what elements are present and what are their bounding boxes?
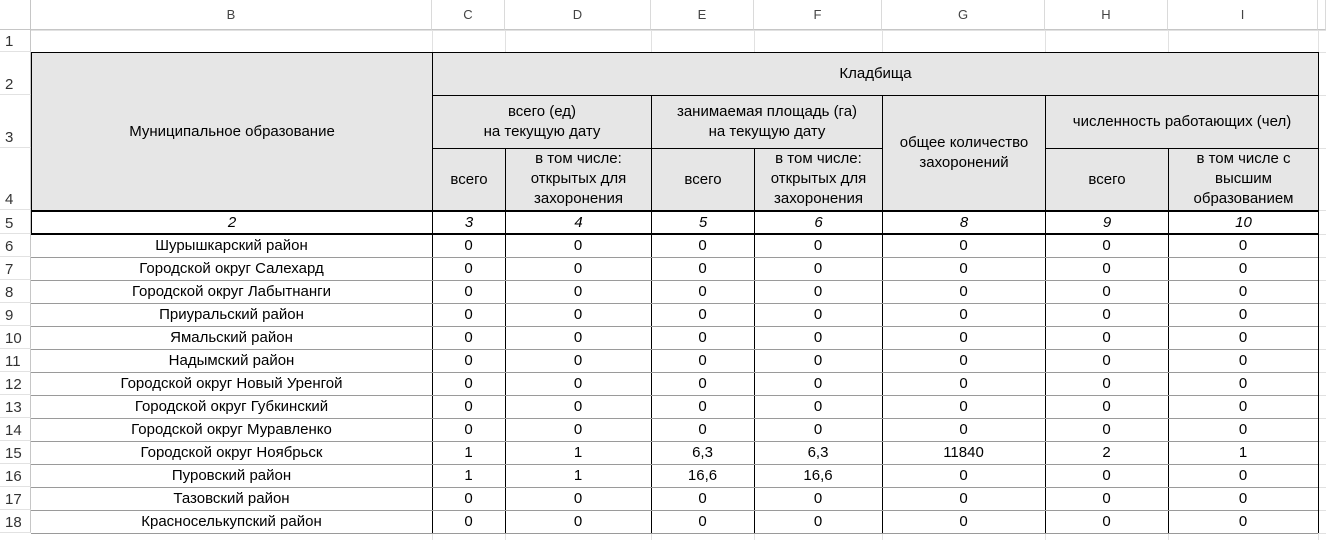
value-cell[interactable]: 0: [1102, 352, 1111, 369]
row-header-14[interactable]: 14: [0, 418, 31, 441]
value-cell[interactable]: 0: [573, 329, 583, 346]
value-cell[interactable]: 0: [959, 260, 968, 277]
value-cell[interactable]: 0: [813, 375, 823, 392]
value-cell[interactable]: 0: [573, 398, 583, 415]
value-cell[interactable]: 0: [698, 352, 707, 369]
table-column-border: [1318, 234, 1319, 533]
value-cell[interactable]: 0: [464, 237, 473, 254]
value-cell[interactable]: 0: [1238, 306, 1248, 323]
value-cell[interactable]: 0: [573, 490, 583, 507]
row-header-1[interactable]: 1: [0, 30, 31, 52]
row-header-3[interactable]: 3: [0, 95, 31, 148]
value-cell[interactable]: 0: [573, 260, 583, 277]
value-cell[interactable]: 0: [1102, 329, 1111, 346]
select-all-corner[interactable]: [0, 0, 31, 30]
value-cell[interactable]: 0: [813, 513, 823, 530]
row-header-9[interactable]: 9: [0, 303, 31, 326]
value-cell[interactable]: 0: [464, 260, 473, 277]
value-cell[interactable]: 0: [813, 306, 823, 323]
value-cell[interactable]: 1: [464, 444, 473, 461]
municipality-name-cell[interactable]: Приуральский район: [159, 306, 304, 323]
value-cell[interactable]: 0: [573, 513, 583, 530]
value-cell[interactable]: 6,3: [807, 444, 829, 461]
municipality-name-cell[interactable]: Красноселькупский район: [141, 513, 322, 530]
row-header-5[interactable]: 5: [0, 210, 31, 234]
value-cell[interactable]: 0: [813, 260, 823, 277]
value-cell[interactable]: 0: [573, 375, 583, 392]
column-header-d[interactable]: D: [505, 0, 651, 30]
value-cell[interactable]: 0: [1238, 490, 1248, 507]
value-cell[interactable]: 0: [464, 306, 473, 323]
value-cell[interactable]: 11840: [943, 444, 984, 461]
value-cell[interactable]: 0: [464, 398, 473, 415]
value-cell[interactable]: 0: [573, 306, 583, 323]
value-cell[interactable]: 0: [1102, 237, 1111, 254]
header-sub-total-1[interactable]: всего: [432, 148, 506, 211]
value-cell[interactable]: 0: [1238, 513, 1248, 530]
municipality-name-cell[interactable]: Городской округ Губкинский: [134, 398, 329, 415]
value-cell[interactable]: 0: [959, 283, 968, 300]
municipality-name-cell[interactable]: Тазовский район: [173, 490, 290, 507]
value-cell[interactable]: 0: [464, 283, 473, 300]
value-cell[interactable]: 0: [959, 513, 968, 530]
row-header-7[interactable]: 7: [0, 257, 31, 280]
value-cell[interactable]: 0: [698, 260, 707, 277]
column-number-cell[interactable]: 9: [1045, 210, 1169, 235]
value-cell[interactable]: 0: [1238, 467, 1248, 484]
header-sub-higher-edu[interactable]: в том числе с высшим образованием: [1168, 148, 1319, 211]
value-cell[interactable]: 0: [1102, 490, 1111, 507]
value-cell[interactable]: 0: [1238, 375, 1248, 392]
column-header-e[interactable]: E: [651, 0, 754, 30]
value-cell[interactable]: 0: [464, 329, 473, 346]
value-cell[interactable]: 1: [573, 467, 583, 484]
value-cell[interactable]: 0: [959, 421, 968, 438]
value-cell[interactable]: 0: [698, 237, 707, 254]
value-cell[interactable]: 16,6: [803, 467, 833, 484]
row-header-17[interactable]: 17: [0, 487, 31, 510]
municipality-name-cell[interactable]: Пуровский район: [171, 467, 292, 484]
value-cell[interactable]: 0: [1238, 398, 1248, 415]
column-number-cell[interactable]: 4: [505, 210, 652, 235]
column-number-cell[interactable]: 10: [1168, 210, 1319, 235]
column-header-i[interactable]: I: [1168, 0, 1318, 30]
value-cell[interactable]: 0: [464, 513, 473, 530]
row-header-13[interactable]: 13: [0, 395, 31, 418]
column-number-cell[interactable]: 8: [882, 210, 1046, 235]
value-cell[interactable]: 16,6: [687, 467, 718, 484]
value-cell[interactable]: 0: [813, 352, 823, 369]
value-cell[interactable]: 0: [959, 375, 968, 392]
municipality-name-cell[interactable]: Городской округ Новый Уренгой: [120, 375, 343, 392]
column-header-f[interactable]: F: [754, 0, 882, 30]
value-cell[interactable]: 0: [1102, 513, 1111, 530]
header-sub-total-2[interactable]: всего: [651, 148, 755, 211]
row-header-15[interactable]: 15: [0, 441, 31, 464]
table-row-divider: [31, 533, 1318, 534]
column-header-c[interactable]: C: [432, 0, 505, 30]
value-cell[interactable]: 0: [698, 513, 707, 530]
value-cell[interactable]: 0: [813, 237, 823, 254]
value-cell[interactable]: 6,3: [692, 444, 713, 461]
header-total-units[interactable]: всего (ед) на текущую дату: [432, 95, 652, 149]
column-number-cell[interactable]: 6: [754, 210, 883, 235]
header-workers[interactable]: численность работающих (чел): [1045, 95, 1319, 149]
value-cell[interactable]: 1: [1238, 444, 1248, 461]
municipality-name-cell[interactable]: Надымский район: [168, 352, 295, 369]
row-header-16[interactable]: 16: [0, 464, 31, 487]
header-burials-total[interactable]: общее количество захоронений: [882, 95, 1046, 211]
value-cell[interactable]: 0: [813, 329, 823, 346]
municipality-name-cell[interactable]: Городской округ Муравленко: [131, 421, 332, 438]
row-header-2[interactable]: 2: [0, 52, 31, 95]
value-cell[interactable]: 0: [464, 490, 473, 507]
row-header-6[interactable]: 6: [0, 234, 31, 257]
value-cell[interactable]: 0: [1102, 260, 1111, 277]
value-cell[interactable]: 0: [1102, 421, 1111, 438]
value-cell[interactable]: 0: [959, 467, 968, 484]
value-cell[interactable]: 0: [464, 352, 473, 369]
row-header-12[interactable]: 12: [0, 372, 31, 395]
value-cell[interactable]: 0: [1102, 398, 1111, 415]
value-cell[interactable]: 0: [813, 490, 823, 507]
value-cell[interactable]: 0: [698, 421, 707, 438]
value-cell[interactable]: 0: [959, 352, 968, 369]
municipality-name-cell[interactable]: Городской округ Салехард: [139, 260, 324, 277]
column-number-cell[interactable]: 5: [651, 210, 755, 235]
header-sub-open-1[interactable]: в том числе: открытых для захоронения: [505, 148, 652, 211]
value-cell[interactable]: 0: [813, 283, 823, 300]
value-cell[interactable]: 0: [959, 398, 968, 415]
value-cell[interactable]: 1: [464, 467, 473, 484]
value-cell[interactable]: 0: [1238, 352, 1248, 369]
municipality-name-cell[interactable]: Шурышкарский район: [155, 237, 308, 254]
value-cell[interactable]: 0: [698, 283, 707, 300]
row-header-10[interactable]: 10: [0, 326, 31, 349]
value-cell[interactable]: 0: [573, 283, 583, 300]
row-header-11[interactable]: 11: [0, 349, 31, 372]
value-cell[interactable]: 0: [698, 306, 707, 323]
value-cell[interactable]: 1: [573, 444, 583, 461]
value-cell[interactable]: 0: [573, 237, 583, 254]
value-cell[interactable]: 0: [813, 421, 823, 438]
value-cell[interactable]: 0: [464, 375, 473, 392]
value-cell[interactable]: 0: [1102, 283, 1111, 300]
value-cell[interactable]: 0: [813, 398, 823, 415]
value-cell[interactable]: 0: [1102, 306, 1111, 323]
value-cell[interactable]: 0: [959, 329, 968, 346]
header-sub-total-3[interactable]: всего: [1045, 148, 1169, 211]
value-cell[interactable]: 0: [698, 329, 707, 346]
value-cell[interactable]: 0: [464, 421, 473, 438]
value-cell[interactable]: 0: [698, 490, 707, 507]
value-cell[interactable]: 0: [698, 375, 707, 392]
row-header-8[interactable]: 8: [0, 280, 31, 303]
column-number-cell[interactable]: 2: [31, 210, 433, 235]
column-header-b[interactable]: B: [31, 0, 432, 30]
value-cell[interactable]: 2: [1102, 444, 1111, 461]
municipality-name-cell[interactable]: Городской округ Лабытнанги: [131, 283, 332, 300]
header-cemeteries[interactable]: Кладбища: [432, 52, 1319, 96]
value-cell[interactable]: 0: [573, 421, 583, 438]
value-cell[interactable]: 0: [1238, 237, 1248, 254]
header-municipality[interactable]: Муниципальное образование: [31, 52, 433, 211]
municipality-name-cell[interactable]: Ямальский район: [170, 329, 293, 346]
value-cell[interactable]: 0: [698, 398, 707, 415]
column-number-cell[interactable]: 3: [432, 210, 506, 235]
gridline: [31, 30, 1326, 31]
value-cell[interactable]: 0: [959, 306, 968, 323]
value-cell[interactable]: 0: [959, 490, 968, 507]
column-header-filler: [1318, 0, 1326, 30]
value-cell[interactable]: 0: [1238, 283, 1248, 300]
municipality-name-cell[interactable]: Городской округ Ноябрьск: [140, 444, 323, 461]
row-header-4[interactable]: 4: [0, 148, 31, 210]
row-header-18[interactable]: 18: [0, 510, 31, 533]
value-cell[interactable]: 0: [1238, 421, 1248, 438]
header-sub-open-2[interactable]: в том числе: открытых для захоронения: [754, 148, 883, 211]
value-cell[interactable]: 0: [959, 237, 968, 254]
value-cell[interactable]: 0: [573, 352, 583, 369]
column-header-h[interactable]: H: [1045, 0, 1168, 30]
column-header-g[interactable]: G: [882, 0, 1045, 30]
value-cell[interactable]: 0: [1102, 375, 1111, 392]
value-cell[interactable]: 0: [1238, 260, 1248, 277]
value-cell[interactable]: 0: [1238, 329, 1248, 346]
header-occupied-area[interactable]: занимаемая площадь (га) на текущую дату: [651, 95, 883, 149]
value-cell[interactable]: 0: [1102, 467, 1111, 484]
